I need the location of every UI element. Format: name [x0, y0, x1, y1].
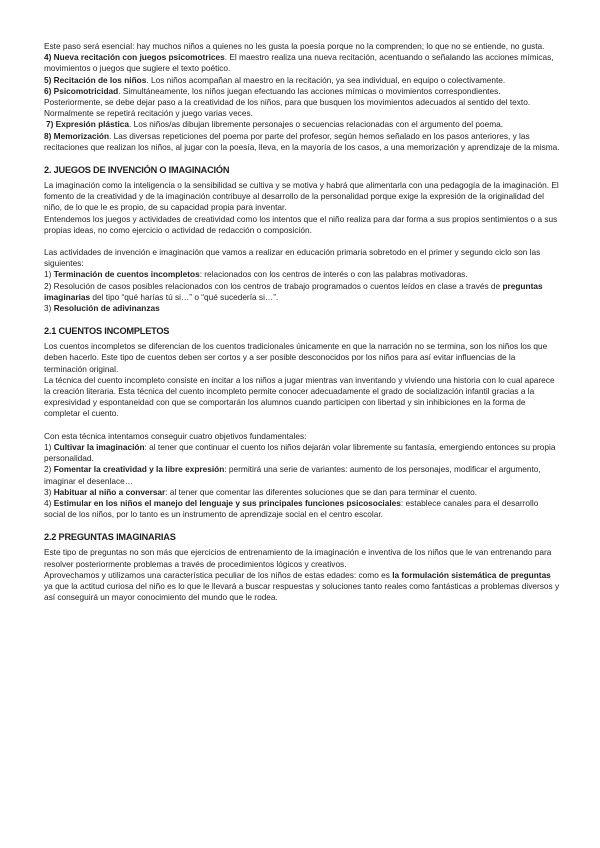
section-2-heading: 2. JUEGOS DE INVENCIÓN O IMAGINACIÓN — [44, 165, 230, 176]
activity-2-text-b: del tipo “qué harías tú si…” o “qué sucedería si…”. — [90, 291, 279, 302]
activity-2 — [44, 281, 560, 303]
objective-1 — [44, 442, 560, 464]
section-2-1-heading: 2.1 CUENTOS INCOMPLETOS — [44, 326, 170, 337]
step-5 — [44, 75, 560, 86]
objective-4-text: : establece canales para el desarrollo social de los niños, por lo tanto es un instrumento de aprendizaje social en el centro escolar. — [44, 497, 539, 520]
objective-3-number: 3) — [44, 486, 54, 497]
objective-2-number: 2) — [44, 464, 54, 475]
activity-3-title: Resolución de adivinanzas — [53, 303, 160, 314]
activity-3 — [44, 303, 560, 314]
activity-1 — [44, 269, 560, 280]
intro-paragraph: Este paso será esencial: hay muchos niños a quienes no les gusta la poesía porque no la comprenden; lo que no se entiende, no gusta. — [44, 41, 545, 51]
section-2-paragraph-1: La imaginación como la inteligencia o la sensibilidad se cultiva y se motiva y habrá que alimentarla con una pedagogía de la imaginación. El fomento de la creatividad y de la imaginación contribuye al desarrollo de la personalidad porque exige la expresión de la originalidad del niño, de lo que le es propio, de su capacidad propia para inventar. — [44, 180, 559, 213]
step-4 — [44, 52, 560, 74]
step-7-title: 7) Expresión plástica — [46, 119, 130, 130]
step-6-text: . Simultáneamente, los niños juegan efectuando las acciones mímicas o movimientos correspondientes. — [118, 85, 501, 96]
step-4-title: 4) Nueva recitación con juegos psicomotrices — [44, 52, 225, 63]
section-2-2-heading: 2.2 PREGUNTAS IMAGINARIAS — [44, 532, 176, 543]
step-7 — [44, 119, 560, 130]
section-2-paragraph-2: Entendemos los juegos y actividades de creatividad como los intentos que el niño realiza para dar forma a sus propios sentimientos o a sus propias ideas, no como ejercicio o actividad de redacción o composición. — [44, 213, 558, 235]
section-2-2-text-b: ya que la actitud curiosa del niño es lo que le llevará a buscar respuestas y soluciones tanto reales como fantásticas a problemas diversos y así conseguirá un mayor conocimiento del mundo que le rodea. — [44, 580, 560, 603]
activity-1-number: 1) — [44, 269, 54, 280]
section-2-2-bold: la formulación sistemática de preguntas — [392, 569, 551, 580]
objective-2-title: Fomentar la creatividad y la libre expresión — [53, 464, 225, 475]
objective-3 — [44, 487, 560, 498]
objective-3-text: : al tener que comentar las diferentes soluciones que se dan para terminar el cuento. — [165, 486, 478, 497]
objective-1-text: : al tener que continuar el cuento los niños dejarán volar libremente su fantasía, emergiendo entonces su propia personalidad. — [44, 441, 556, 464]
section-2-2-paragraph-1: Este tipo de preguntas no son más que ejercicios de entrenamiento de la imaginación e inventiva de los niños que le van entrenando para resolver posteriormente problemas a través de procedimientos lógicos y creativos. — [44, 547, 552, 569]
activity-1-text: : relacionados con los centros de interés o con las palabras motivadoras. — [199, 269, 468, 280]
activity-2-text-a: 2) Resolución de casos posibles relacionados con los centros de trabajo programados o cuentos leídos en clase a través de — [44, 280, 503, 291]
step-8 — [44, 131, 560, 153]
objective-2-text: : permitirá una serie de variantes: aumento de los personajes, modificar el argumento, imaginar el desenlace… — [44, 464, 541, 486]
section-2-2-text-a: Aprovechamos y utilizamos una característica peculiar de los niños de estas edades: como es — [44, 569, 393, 580]
section-2-1-paragraph-2: La técnica del cuento incompleto consiste en incitar a los niños a jugar mientras van inventando y viviendo una historia con lo cual aparece la creación literaria. Esta técnica del cuento incompleto permite conocer adecuadamente el grado de socialización infantil gracias a la expresividad y espontaneidad con que se comportarán los alumnos cuando participen con libertad y sin inhibiciones en la forma de completar el cuento. — [44, 374, 555, 419]
activity-3-number: 3) — [44, 303, 54, 314]
step-8-title: 8) Memorización — [44, 130, 110, 141]
objective-3-title: Habituar al niño a conversar — [53, 486, 166, 497]
section-2-1-paragraph-1: Los cuentos incompletos se diferencian de los cuentos tradicionales únicamente en que la narración no se termina, son los niños los que deben hacerlo. Este tipo de cuentos deben ser cortos y a ser posible desconocidos por los niños para así evitar influencias de la terminación original. — [44, 341, 548, 374]
section-2-paragraph-3: Las actividades de invención e imaginación que vamos a realizar en educación primaria sobretodo en el primer y segundo ciclo son las siguientes: — [44, 247, 541, 269]
section-2-2-paragraph-2 — [44, 570, 560, 604]
activity-1-title: Terminación de cuentos incompletos — [53, 269, 200, 280]
activity-2-bold: preguntas imaginarias — [44, 280, 543, 302]
objective-1-title: Cultivar la imaginación — [53, 441, 145, 452]
step-6-title: 6) Psicomotricidad — [44, 85, 119, 96]
section-2-1-paragraph-3: Con esta técnica intentamos conseguir cuatro objetivos fundamentales: — [44, 430, 307, 441]
objective-4-title: Estimular en los niños el manejo del lenguaje y sus principales funciones psicosociales — [53, 497, 401, 508]
step-5-text: . Los niños acompañan al maestro en la recitación, ya sea individual, en equipo o colectivamente. — [146, 74, 506, 85]
objective-2 — [44, 464, 560, 486]
step-4-text: . El maestro realiza una nueva recitación, acentuando o señalando las acciones mímicas, movimientos o juegos que sugiere el texto poético. — [44, 52, 554, 74]
objective-4-number: 4) — [44, 497, 54, 508]
step-8-text: . Las diversas repeticiones del poema por parte del profesor, según hemos señalado en los pasos anteriores, y las recitaciones que realizan los niños, al jugar con la poesía, lleva, en la mayoría de los casos, a una memorización y aprendizaje de la misma. — [44, 130, 560, 152]
step-7-text: . Los niños/as dibujan libremente personajes o secuencias relacionadas con el argumento del poema. — [129, 119, 504, 130]
objective-4 — [44, 498, 560, 520]
document-page — [44, 41, 560, 603]
step-5-title: 5) Recitación de los niños — [44, 74, 147, 85]
objective-1-number: 1) — [44, 441, 54, 452]
step-6-extra: Posteriormente, se debe dejar paso a la creatividad de los niños, para que busquen los movimientos adecuados al sentido del texto. Normalmente se repetirá recitación y juego varias veces. — [44, 97, 531, 119]
step-6 — [44, 86, 560, 97]
